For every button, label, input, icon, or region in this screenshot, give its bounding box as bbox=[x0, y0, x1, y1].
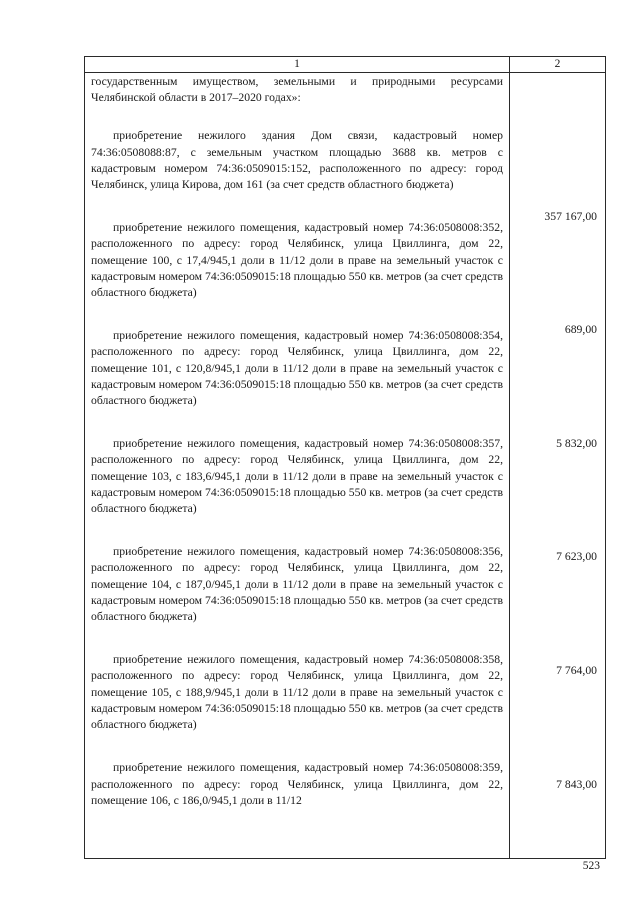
list-item: приобретение нежилого помещения, кадастровый номер 74:36:0508008:359, расположенного по адресу: город Челябинск, улица Цвиллинга, дом 22, помещение 106, с 186,0/945,1 доли в 11/12 bbox=[91, 761, 503, 807]
column-header-1: 1 bbox=[85, 57, 510, 73]
table-body-row bbox=[85, 73, 606, 859]
list-item: приобретение нежилого помещения, кадастровый номер 74:36:0508008:356, расположенного по адресу: город Челябинск, улица Цвиллинга, дом 22, помещение 104, с 187,0/945,1 доли в 11/12 доли в праве на земельный участок с кадастровым номером 74:36:0509015:18 площадью 550 кв. метров (за счет средств областного бюджета) bbox=[91, 545, 503, 624]
list-item: приобретение нежилого здания Дом связи, кадастровый номер 74:36:0508088:87, с земельным участком площадью 3688 кв. метров с кадастровым номером 74:36:0509015:152, расположенного по адресу: город Челябинск, улица Кирова, дом 161 (за счет средств областного бюджета) bbox=[91, 129, 503, 192]
amount-cell bbox=[510, 73, 606, 859]
intro-text: государственным имуществом, земельными и природными ресурсами Челябинской области в 2017–2020 годах»: bbox=[91, 75, 503, 105]
column-header-2: 2 bbox=[510, 57, 606, 73]
list-item: приобретение нежилого помещения, кадастровый номер 74:36:0508008:357, расположенного по адресу: город Челябинск, улица Цвиллинга, дом 22, помещение 103, с 183,6/945,1 доли в 11/12 доли в праве на земельный участок с кадастровым номером 74:36:0509015:18 площадью 550 кв. метров (за счет средств областного бюджета) bbox=[91, 437, 503, 516]
page-number: 523 bbox=[582, 860, 600, 872]
amount-value: 357 167,00 bbox=[544, 210, 597, 223]
budget-table bbox=[84, 56, 606, 859]
description-cell bbox=[85, 73, 510, 859]
list-item: приобретение нежилого помещения, кадастровый номер 74:36:0508008:352, расположенного по адресу: город Челябинск, улица Цвиллинга, дом 22, помещение 100, с 17,4/945,1 доли в 11/12 доли в праве на земельный участок с кадастровым номером 74:36:0509015:18 площадью 550 кв. метров (за счет средств областного бюджета) bbox=[91, 221, 503, 300]
table-header-row bbox=[85, 57, 606, 73]
amount-value: 7 764,00 bbox=[556, 664, 597, 677]
list-item: приобретение нежилого помещения, кадастровый номер 74:36:0508008:354, расположенного по адресу: город Челябинск, улица Цвиллинга, дом 22, помещение 101, с 120,8/945,1 доли в 11/12 доли в праве на земельный участок с кадастровым номером 74:36:0509015:18 площадью 550 кв. метров (за счет средств областного бюджета) bbox=[91, 329, 503, 408]
list-item: приобретение нежилого помещения, кадастровый номер 74:36:0508008:358, расположенного по адресу: город Челябинск, улица Цвиллинга, дом 22, помещение 105, с 188,9/945,1 доли в 11/12 доли в праве на земельный участок с кадастровым номером 74:36:0509015:18 площадью 550 кв. метров (за счет средств областного бюджета) bbox=[91, 653, 503, 732]
amount-value: 689,00 bbox=[564, 323, 597, 336]
amount-value: 7 623,00 bbox=[556, 550, 597, 563]
amount-value: 5 832,00 bbox=[556, 437, 597, 450]
amount-value: 7 843,00 bbox=[556, 778, 597, 791]
